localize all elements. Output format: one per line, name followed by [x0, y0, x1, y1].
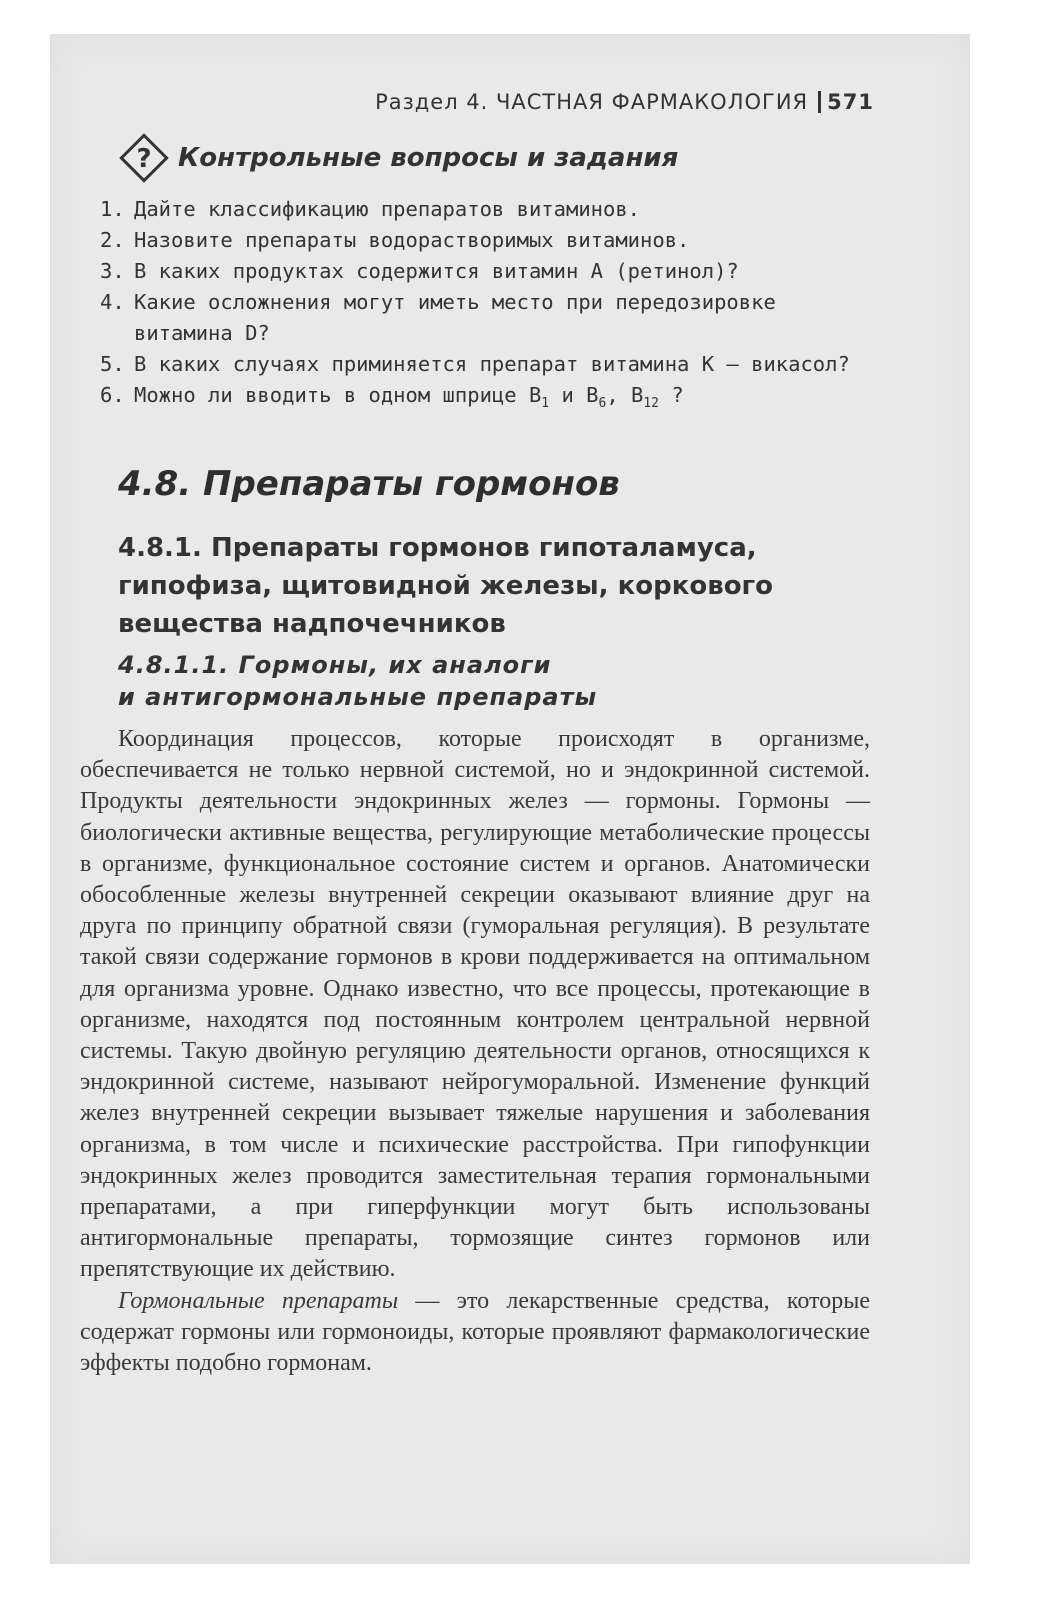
- item-text-part: Можно ли вводить в одном шприце В: [134, 383, 542, 407]
- term: Гормональные препараты: [118, 1287, 399, 1314]
- book-page: [50, 34, 970, 1564]
- item-number: 4.: [100, 290, 125, 314]
- paragraph-text: — это лекарственные средства, которые содержат гормоны или гормоноиды, которые проявляют фармакологические эффекты подобно гормонам.: [80, 1287, 870, 1377]
- question-diamond-icon: [116, 130, 172, 186]
- item-text-part: , В: [606, 383, 644, 407]
- list-item: [100, 287, 870, 349]
- page-number: 571: [827, 90, 874, 114]
- item-text: Какие осложнения могут иметь место при передозировке витамина D?: [134, 290, 776, 345]
- item-number: 6.: [100, 383, 125, 407]
- subsubsection-heading: [118, 649, 818, 713]
- list-item: [100, 194, 870, 225]
- list-item: [100, 225, 870, 256]
- item-number: 5.: [100, 352, 125, 376]
- paragraph: [80, 1286, 870, 1380]
- running-title: Раздел 4. ЧАСТНАЯ ФАРМАКОЛОГИЯ: [375, 90, 809, 114]
- subsubsection-heading-line1: 4.8.1.1. Гормоны, их аналоги: [118, 651, 552, 679]
- subsubsection-heading-line2: и антигормональные препараты: [118, 683, 598, 711]
- list-item: [100, 380, 870, 419]
- item-number: 3.: [100, 259, 125, 283]
- subscript: 12: [643, 396, 660, 412]
- item-text: Дайте классификацию препаратов витаминов.: [134, 197, 641, 221]
- item-text: В каких продуктах содержится витамин А (ретинол)?: [134, 259, 739, 283]
- item-text-part: ?: [659, 383, 684, 407]
- item-text-part: и В: [549, 383, 599, 407]
- section-heading: 4.8. Препараты гормонов: [118, 464, 620, 504]
- item-text: В каких случаях приминяется препарат витамина К — викасол?: [134, 352, 850, 376]
- list-item: [100, 349, 870, 380]
- questions-list: [100, 194, 870, 419]
- header-divider: [818, 91, 821, 113]
- subscript: 1: [541, 396, 550, 412]
- questions-title: Контрольные вопросы и задания: [178, 143, 679, 173]
- subsection-heading: 4.8.1. Препараты гормонов гипоталамуса, гипофиза, щитовидной железы, коркового вещества надпочечников: [118, 533, 774, 639]
- item-text: [134, 380, 870, 419]
- list-item: [100, 256, 870, 287]
- svg-text:?: ?: [136, 144, 152, 174]
- body-text: [80, 724, 870, 1379]
- running-header: [375, 90, 874, 114]
- paragraph: Координация процессов, которые происходят в организме, обеспечивается не только нервной системой, но и эндокринной системой. Продукты деятельности эндокринных желез — гормоны. Гормоны — биологически активные вещества, регулирующие метаболические процессы в организме, функциональное состояние систем и органов. Анатомически обособленные железы внутренней секреции оказывают влияние друг на друга по принципу обратной связи (гуморальная регуляция). В результате такой связи содержание гормонов в крови поддерживается на оптимальном для организма уровне. Однако известно, что все процессы, протекающие в организме, находятся под постоянным контролем центральной нервной системы. Такую двойную регуляцию деятельности органов, относящихся к эндокринной системе, называют нейрогуморальной. Изменение функций желез внутренней секреции вызывает тяжелые нарушения и заболевания организма, в том числе и психические расстройства. При гипофункции эндокринных желез проводится заместительная терапия гормональными препаратами, а при гиперфункции могут быть использованы антигормональные препараты, тормозящие синтез гормонов или препятствующие их действию.: [80, 726, 870, 1283]
- item-number: 1.: [100, 197, 125, 221]
- item-text: Назовите препараты водорастворимых витаминов.: [134, 228, 690, 252]
- item-number: 2.: [100, 228, 125, 252]
- subscript: 6: [598, 396, 607, 412]
- questions-heading: [116, 130, 678, 186]
